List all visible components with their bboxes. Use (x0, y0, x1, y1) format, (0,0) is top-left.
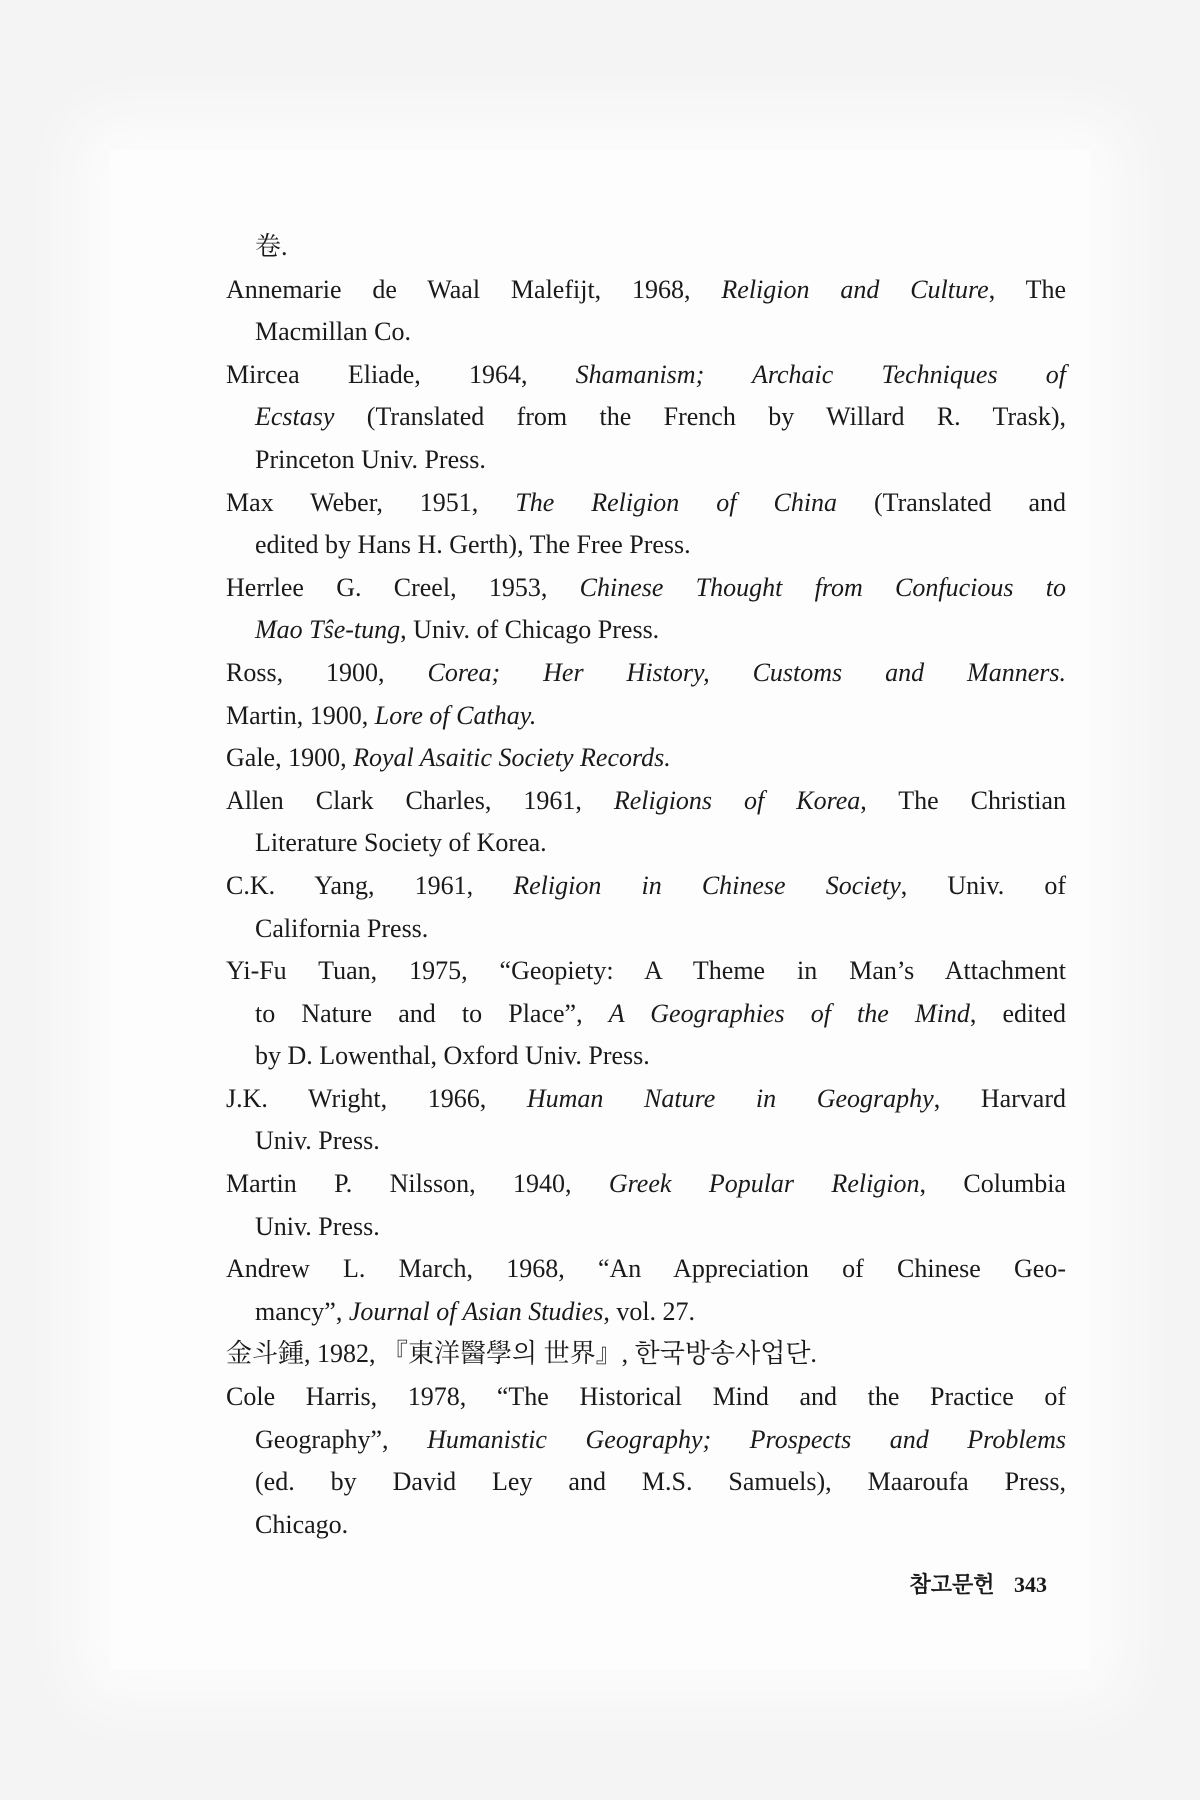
reference-line (226, 695, 1066, 738)
reference-title: Religion in Chinese Society (513, 870, 901, 900)
reference-line (226, 482, 1066, 525)
reference-entry (226, 1248, 1066, 1333)
reference-entry (226, 567, 1066, 652)
reference-text: , Columbia (919, 1169, 1066, 1199)
reference-line (226, 396, 1066, 439)
reference-title: Lore of Cathay. (374, 700, 537, 730)
reference-text: Literature Society of Korea. (255, 828, 547, 858)
reference-text: , The (988, 274, 1066, 304)
page-footer (895, 1568, 1047, 1599)
reference-line (226, 908, 1066, 951)
reference-text: Univ. Press. (255, 1211, 380, 1241)
reference-text: Geography”, (255, 1424, 428, 1454)
reference-line (226, 226, 1066, 269)
reference-text: Gale, 1900, (226, 743, 354, 773)
reference-line (226, 524, 1066, 567)
reference-text: 金斗鍾, 1982, 『東洋醫學의 世界』, 한국방송사업단. (226, 1339, 817, 1369)
reference-line (226, 1078, 1066, 1121)
reference-title: The Religion of China (515, 487, 838, 517)
reference-title: Mao Tŝe-tung (255, 615, 401, 645)
reference-text: Annemarie de Waal Malefijt, 1968, (226, 274, 722, 304)
reference-entry (226, 482, 1066, 567)
reference-entry (226, 1333, 1066, 1376)
reference-line (226, 652, 1066, 695)
reference-line (226, 993, 1066, 1036)
reference-line (226, 1206, 1066, 1249)
reference-line (226, 1504, 1066, 1547)
reference-title: Royal Asaitic Society Records. (353, 743, 671, 773)
reference-line (226, 950, 1066, 993)
reference-text: , edited (969, 998, 1066, 1028)
reference-text: mancy”, (255, 1296, 349, 1326)
reference-text: Ross, 1900, (226, 657, 428, 687)
reference-text: Andrew L. March, 1968, “An Appreciation of Chinese Geo- (226, 1254, 1066, 1284)
reference-text: C.K. Yang, 1961, (226, 870, 514, 900)
reference-text: J.K. Wright, 1966, (226, 1083, 527, 1113)
reference-line (226, 1291, 1066, 1334)
reference-text: edited by Hans H. Gerth), The Free Press. (255, 530, 691, 560)
reference-text: to Nature and to Place”, (255, 998, 609, 1028)
reference-text: , The Christian (860, 785, 1066, 815)
reference-text: , Univ. of Chicago Press. (400, 615, 660, 645)
reference-entry (226, 737, 1066, 780)
reference-title: Religions of Korea (613, 785, 861, 815)
reference-line (226, 1376, 1066, 1419)
reference-entry (226, 354, 1066, 482)
reference-text: Herrlee G. Creel, 1953, (226, 572, 580, 602)
page-number: 343 (1014, 1572, 1047, 1597)
reference-line (226, 822, 1066, 865)
reference-line (226, 567, 1066, 610)
footer-section-title: 참고문헌 (909, 1572, 995, 1597)
reference-text: Mircea Eliade, 1964, (226, 359, 576, 389)
reference-text: Univ. Press. (255, 1126, 380, 1156)
reference-text: Martin P. Nilsson, 1940, (226, 1169, 609, 1199)
reference-entry (226, 1376, 1066, 1546)
reference-entry (226, 950, 1066, 1078)
reference-list (226, 226, 1066, 1546)
reference-entry (226, 652, 1066, 695)
reference-text: , vol. 27. (603, 1296, 696, 1326)
reference-entry (226, 1163, 1066, 1248)
reference-title: Shamanism; Archaic Techniques of (575, 359, 1066, 389)
reference-line (226, 1248, 1066, 1291)
reference-line (226, 737, 1066, 780)
reference-line (226, 1163, 1066, 1206)
reference-text: by D. Lowenthal, Oxford Univ. Press. (255, 1041, 650, 1071)
reference-text: Cole Harris, 1978, “The Historical Mind and the Practice of (226, 1382, 1066, 1412)
reference-text: Chicago. (255, 1509, 349, 1539)
reference-title: Human Nature in Geography (526, 1083, 934, 1113)
reference-line (226, 865, 1066, 908)
reference-entry (226, 1078, 1066, 1163)
reference-line (226, 609, 1066, 652)
reference-line (226, 1333, 1066, 1376)
reference-line (226, 269, 1066, 312)
reference-line (226, 780, 1066, 823)
reference-text: Princeton Univ. Press. (255, 444, 486, 474)
reference-line (226, 1461, 1066, 1504)
reference-entry (226, 695, 1066, 738)
reference-text: (Translated and (837, 487, 1066, 517)
reference-text: (ed. by David Ley and M.S. Samuels), Maaroufa Press, (255, 1467, 1066, 1497)
reference-line (226, 354, 1066, 397)
reference-title: A Geographies of the Mind (608, 998, 970, 1028)
reference-title: Chinese Thought from Confucious to (579, 572, 1066, 602)
reference-text: , Harvard (933, 1083, 1066, 1113)
reference-title: Journal of Asian Studies (348, 1296, 604, 1326)
reference-entry (226, 865, 1066, 950)
reference-text: Allen Clark Charles, 1961, (226, 785, 614, 815)
reference-entry (226, 780, 1066, 865)
reference-title: Humanistic Geography; Prospects and Problems (427, 1424, 1066, 1454)
reference-text: Max Weber, 1951, (226, 487, 516, 517)
reference-title: Corea; Her History, Customs and Manners. (427, 657, 1066, 687)
reference-entry (226, 226, 1066, 269)
reference-text: Yi-Fu Tuan, 1975, “Geopiety: A Theme in Man’s Attachment (226, 956, 1066, 986)
reference-line (226, 439, 1066, 482)
reference-line (226, 1035, 1066, 1078)
reference-text: California Press. (255, 913, 429, 943)
reference-line (226, 311, 1066, 354)
reference-line (226, 1120, 1066, 1163)
reference-text: , Univ. of (900, 870, 1066, 900)
reference-entry (226, 269, 1066, 354)
reference-title: Greek Popular Religion (608, 1169, 920, 1199)
reference-title: Ecstasy (255, 402, 335, 432)
reference-line (226, 1419, 1066, 1462)
reference-title: Religion and Culture (721, 274, 989, 304)
reference-text: (Translated from the French by Willard R. Trask), (334, 402, 1066, 432)
reference-text: Martin, 1900, (226, 700, 375, 730)
reference-text: 卷. (255, 232, 288, 261)
reference-text: Macmillan Co. (255, 317, 411, 347)
